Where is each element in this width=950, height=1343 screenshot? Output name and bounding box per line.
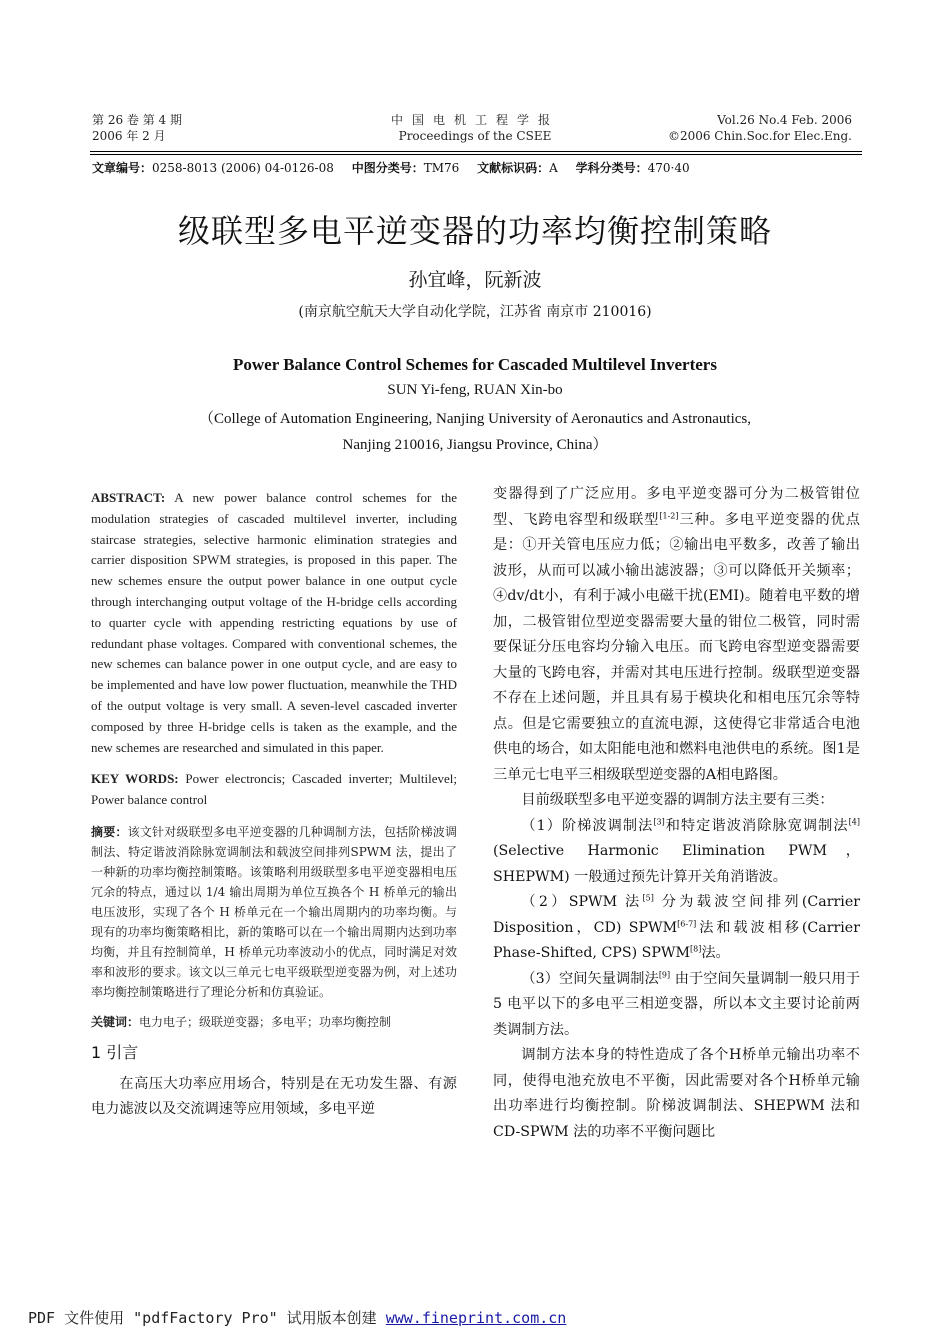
body-paragraph-3: （1）阶梯波调制法[3]和特定谐波消除脉宽调制法[4] (Selective Harmonic Elimination PWM，SHEPWM) 一般通过预先计算开关角消谐波。 bbox=[493, 816, 860, 885]
abstract-en: ABSTRACT: A new power balance control schemes for the modulation strategies of cascaded multilevel inverter, including staircase strategies, selective harmonic elimination strategies and carrier disposition SPWM strategies, is proposed in this paper. The new schemes ensure the output power balance in one output cycle through interchanging output voltage of the H-bridge cells according to quarter cycle with appending restricting equations by use of redundant phase voltages. Compared with conventional schemes, the new schemes can balance power in one output cycle, and are easy to be implemented and have low power fluctuation, meanwhile the THD of the output voltage is very small. A seven-level cascaded inverter composed by three H-bridge cells is taken as the example, and the new schemes are researched and simulated in this paper. bbox=[91, 490, 457, 755]
journal-name-cn: 中国电机工程学报 bbox=[390, 113, 559, 127]
journal-name-en: Proceedings of the CSEE bbox=[398, 129, 552, 143]
journal-header-center bbox=[330, 112, 620, 144]
section-heading-introduction: 1 引言 bbox=[91, 1042, 139, 1062]
authors-cn: 孙宜峰，阮新波 bbox=[408, 269, 542, 291]
abstract-cn: 摘要：该文针对级联型多电平逆变器的几种调制方法，包括阶梯波调制法、特定谐波消除脉宽调制法和载波空间排列SPWM 法，提出了一种新的功率均衡控制策略。该策略利用级联型多电平逆变器相电压冗余的特点，通过以 1/4 输出周期为单位互换各个 H 桥单元的输出电压波形，实现了各个 H 桥单元在一个输出周期内的功率均衡。与现有的功率均衡策略相比，新的策略可以在一个输出周期内达到功率均衡，并且有控制简单，H 桥单元功率波动小的优点，同时满足对效率和波形的要求。该文以三单元七电平级联型逆变器为例，对上述功率均衡控制策略进行了理论分析和仿真验证。 bbox=[91, 824, 457, 999]
copyright: ©2006 Chin.Soc.for Elec.Eng. bbox=[667, 129, 852, 143]
keywords-cn: 关键词：电力电子；级联逆变器；多电平；功率均衡控制 bbox=[91, 1014, 392, 1029]
volume-issue: 第 26 卷 第 4 期 bbox=[92, 113, 182, 127]
journal-header-left bbox=[92, 112, 182, 144]
intro-paragraph: 在高压大功率应用场合，特别是在无功发生器、有源电力滤波以及交流调速等应用领域，多电平逆 bbox=[91, 1075, 457, 1118]
affiliation-cn: (南京航空航天大学自动化学院，江苏省 南京市 210016) bbox=[298, 304, 652, 320]
footer-text: PDF 文件使用 "pdfFactory Pro" 试用版本创建 bbox=[28, 1309, 386, 1327]
header-rule bbox=[90, 151, 862, 152]
affiliation-en: （College of Automation Engineering, Nanjing University of Aeronautics and Astronautics, Nanjing 210016, Jiangsu Province, China） bbox=[199, 411, 751, 453]
footer-link[interactable]: www.fineprint.com.cn bbox=[385, 1309, 567, 1327]
pdf-footer bbox=[28, 1308, 566, 1328]
paper-title-cn: 级联型多电平逆变器的功率均衡控制策略 bbox=[177, 212, 772, 250]
article-meta bbox=[92, 160, 704, 176]
body-paragraph-4: （2）SPWM 法[5] 分为载波空间排列(Carrier Disposition，CD) SPWM[6-7]法和载波相移(Carrier Phase-Shifted, CPS) SPWM[8]法。 bbox=[493, 893, 860, 961]
left-column bbox=[91, 488, 457, 1123]
meta-subject-code: 学科分类号：470·40 bbox=[575, 161, 690, 175]
header-rule-double bbox=[90, 154, 862, 155]
body-paragraph-6: 调制方法本身的特性造成了各个H桥单元输出功率不同，使得电池充放电不平衡，因此需要对各个H桥单元输出功率进行均衡控制。阶梯波调制法、SHEPWM 法和 CD-SPWM 法的功率不平衡问题比 bbox=[493, 1047, 860, 1140]
volume-info-en: Vol.26 No.4 Feb. 2006 bbox=[717, 113, 852, 127]
authors-en: SUN Yi-feng, RUAN Xin-bo bbox=[387, 382, 563, 398]
meta-clc-number: 中图分类号：TM76 bbox=[351, 161, 460, 175]
meta-article-number: 文章编号：0258-8013 (2006) 04-0126-08 bbox=[92, 161, 334, 175]
body-paragraph-5: （3）空间矢量调制法[9] 由于空间矢量调制一般只用于 5 电平以下的多电平三相逆变器，所以本文主要讨论前两类调制方法。 bbox=[493, 969, 861, 1038]
body-paragraph-1: 变器得到了广泛应用。多电平逆变器可分为二极管钳位型、飞跨电容型和级联型[1-2]三种。多电平逆变器的优点是：①开关管电压应力低；②输出电平数多，改善了输出波形，从而可以减小输出滤波器；③可以降低开关频率；④dv/dt小，有利于减小电磁干扰(EMI)。随着电平数的增加，二极管钳位型逆变器需要大量的钳位二极管，同时需要保证分压电容均分输入电压。而飞跨电容型逆变器需要大量的飞跨电容，并需对其电压进行控制。级联型逆变器不存在上述问题，并且具有易于模块化和相电压冗余等特点。但是它需要独立的直流电源，这使得它非常适合电池供电的场合，如太阳能电池和燃料电池供电的系统。图1是三单元七电平三相级联型逆变器的A相电路图。 bbox=[493, 486, 860, 783]
journal-header-right bbox=[668, 112, 852, 144]
paper-title-en: Power Balance Control Schemes for Cascaded Multilevel Inverters bbox=[233, 355, 717, 374]
publication-date: 2006 年 2 月 bbox=[92, 129, 166, 143]
right-column bbox=[493, 482, 860, 1145]
meta-document-code: 文献标识码：A bbox=[477, 161, 558, 175]
body-paragraph-2: 目前级联型多电平逆变器的调制方法主要有三类： bbox=[521, 792, 834, 808]
keywords-en: KEY WORDS: Power electroncis; Cascaded inverter; Multilevel; Power balance control bbox=[91, 771, 458, 808]
